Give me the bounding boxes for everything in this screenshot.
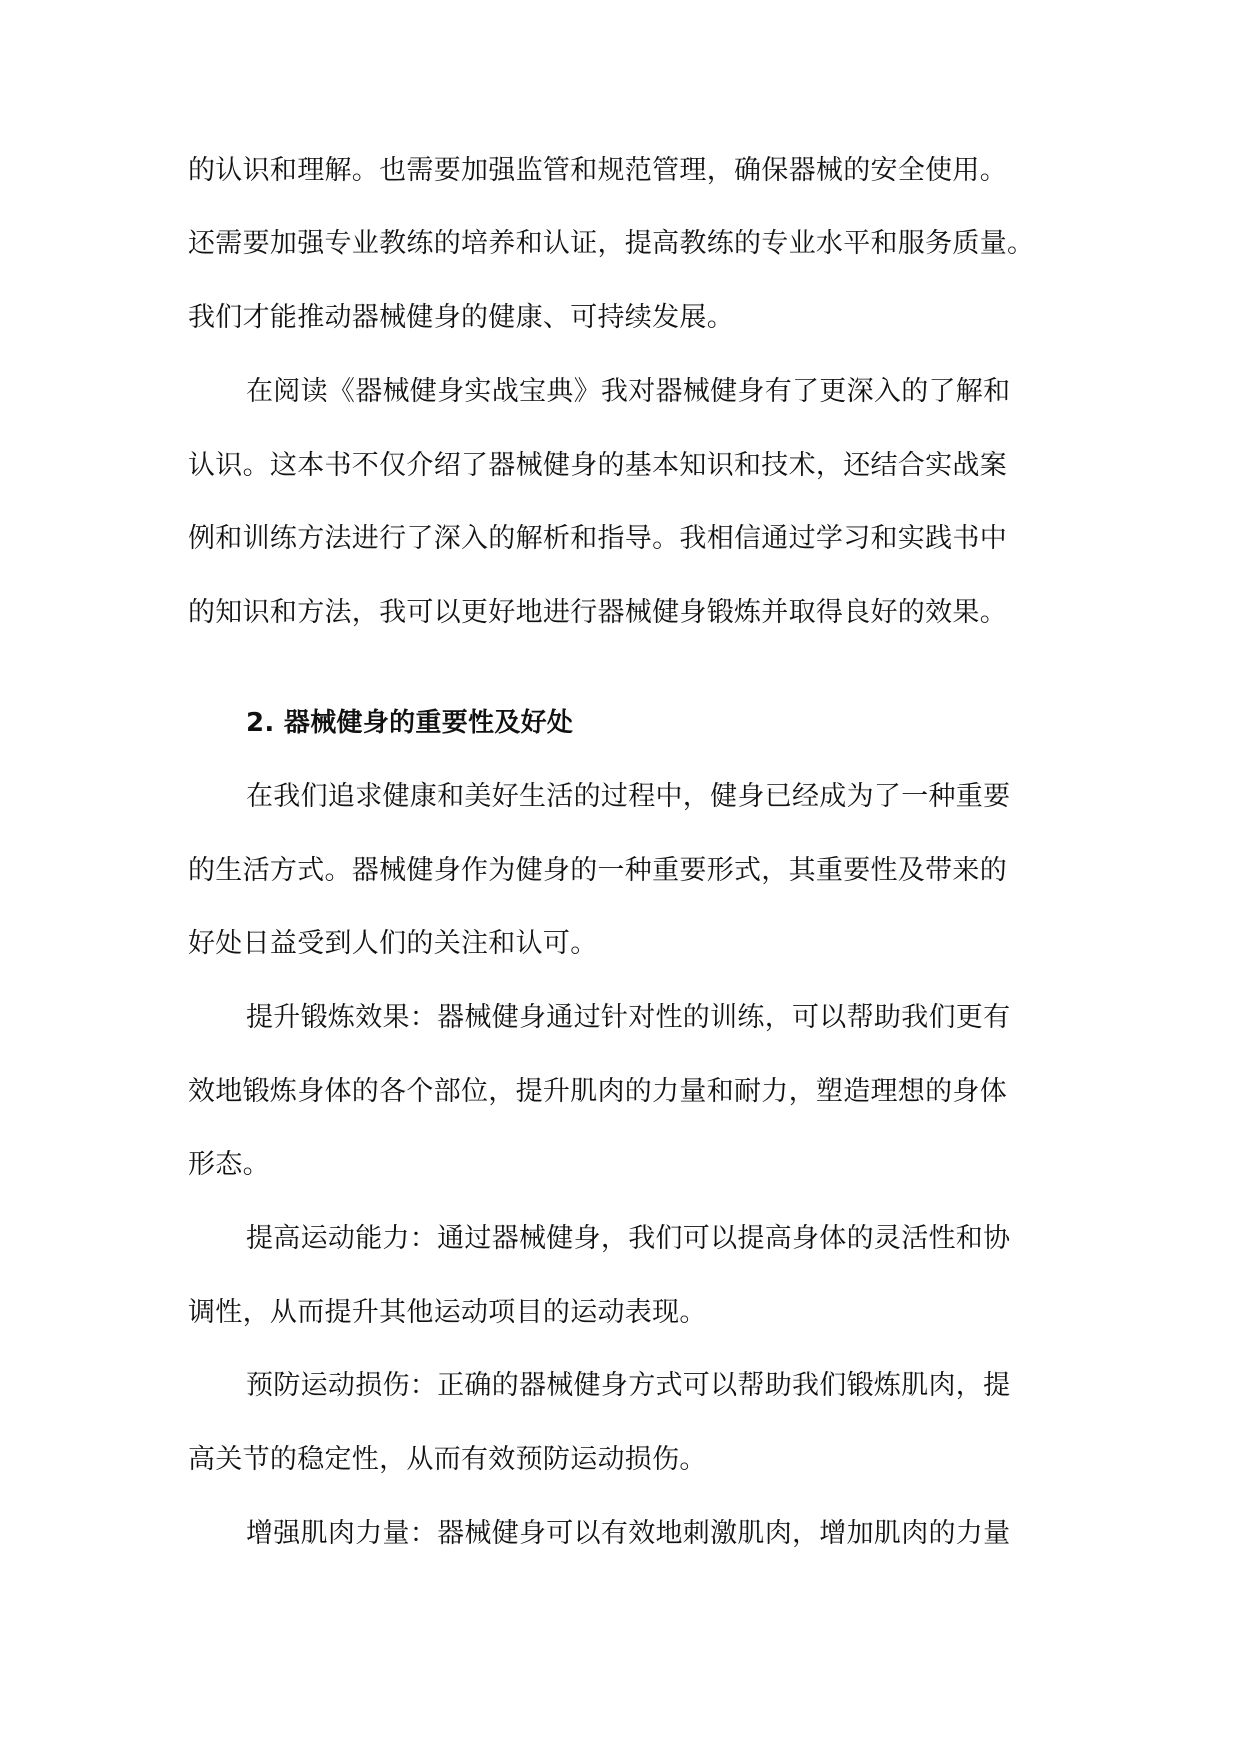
text-line: 的生活方式。器械健身作为健身的一种重要形式，其重要性及带来的 — [188, 855, 1007, 886]
section-heading: 2. 器械健身的重要性及好处 — [246, 708, 574, 738]
text-line: 高关节的稳定性，从而有效预防运动损伤。 — [188, 1444, 707, 1475]
text-line: 的认识和理解。也需要加强监管和规范管理，确保器械的安全使用。 — [188, 155, 1007, 186]
text-line: 效地锻炼身体的各个部位，提升肌肉的力量和耐力，塑造理想的身体 — [188, 1076, 1007, 1107]
text-line: 例和训练方法进行了深入的解析和指导。我相信通过学习和实践书中 — [188, 523, 1007, 554]
paragraph-first-line: 在阅读《器械健身实战宝典》我对器械健身有了更深入的了解和 — [246, 376, 1011, 407]
paragraph-first-line: 在我们追求健康和美好生活的过程中，健身已经成为了一种重要 — [246, 781, 1011, 812]
paragraph-first-line: 增强肌肉力量：器械健身可以有效地刺激肌肉，增加肌肉的力量 — [246, 1518, 1011, 1549]
text-line: 形态。 — [188, 1149, 270, 1180]
text-line: 我们才能推动器械健身的健康、可持续发展。 — [188, 302, 734, 333]
text-line: 还需要加强专业教练的培养和认证，提高教练的专业水平和服务质量。 — [188, 228, 1035, 259]
text-line: 的知识和方法，我可以更好地进行器械健身锻炼并取得良好的效果。 — [188, 597, 1007, 628]
text-line: 认识。这本书不仅介绍了器械健身的基本知识和技术，还结合实战案 — [188, 450, 1007, 481]
paragraph-first-line: 提升锻炼效果：器械健身通过针对性的训练，可以帮助我们更有 — [246, 1002, 1011, 1033]
text-line: 好处日益受到人们的关注和认可。 — [188, 928, 598, 959]
paragraph-first-line: 提高运动能力：通过器械健身，我们可以提高身体的灵活性和协 — [246, 1223, 1011, 1254]
paragraph-first-line: 预防运动损伤：正确的器械健身方式可以帮助我们锻炼肌肉，提 — [246, 1370, 1011, 1401]
text-line: 调性，从而提升其他运动项目的运动表现。 — [188, 1297, 707, 1328]
